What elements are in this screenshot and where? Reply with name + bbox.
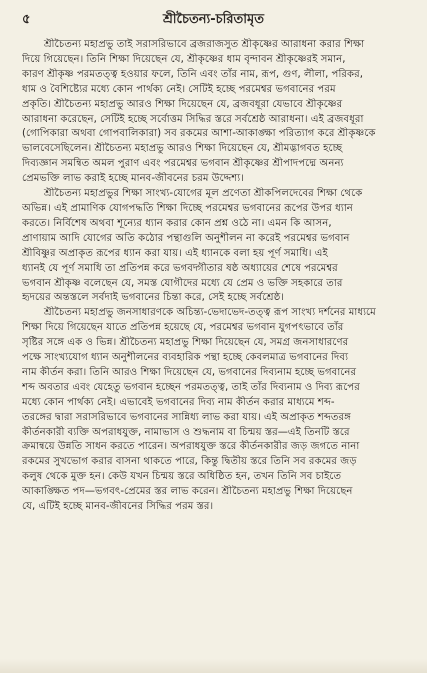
text-line: ভগবান শ্রীকৃষ্ণ বলেছেন যে, সমস্ত যোগীদের মধ্যে যে প্রেম ও ভক্তি সহকারে তার — [22, 277, 343, 289]
text-line: প্রকৃতি। শ্রীচৈতন্য মহাপ্রভু আরও শিক্ষা দিয়েছেন যে, ব্রজবধূরা যেভাবে শ্রীকৃষ্ণের — [22, 98, 343, 110]
text-line: যে, এটিই হচ্ছে মানব-জীবনের সিদ্ধির পরম স্তর। — [22, 501, 214, 513]
text-line: নাম কীর্তন করা। তিনি আরও শিক্ষা দিয়েছেন যে, ভগবানের দিব্যনাম হচ্ছে ভগবানের — [22, 366, 357, 378]
text-line: দিব্যজ্ঞান সমন্বিত অমল পুরাণ এবং পরমেশ্বর ভগবান শ্রীকৃষ্ণের শ্রীপাদপদ্মে অনন্য — [22, 158, 344, 170]
page-edge — [0, 659, 427, 673]
text-line: সৃষ্টির সঙ্গে এক ও ভিন্ন। শ্রীচৈতন্য মহাপ্রভু শিক্ষা দিয়েছেন যে, সমগ্র জনসাধারণের — [22, 337, 349, 349]
text-line: আকাঙ্ক্ষিত পদ—ভগবৎ-প্রেমের স্তর লাভ করেন। শ্রীচৈতন্য মহাপ্রভু শিক্ষা দিয়েছেন — [22, 486, 353, 498]
text-line: কলুষ থেকে মুক্ত হন। কেউ যখন চিন্ময় স্তরে অধিষ্ঠিত হন, তখন তিনি সব চাইতে — [22, 471, 342, 483]
paragraph — [22, 187, 409, 306]
page-body — [22, 38, 409, 515]
text-line: শ্রীচৈতন্য মহাপ্রভুর শিক্ষা সাংখ্য-যোগের মূল প্রণেতা শ্রীকপিলদেবের শিক্ষা থেকে — [44, 188, 363, 200]
text-line: ধাম ও বৈশিষ্ট্যের মধ্যে কোন পার্থক্য নেই। সেটিই হচ্ছে পরমেশ্বর ভগবানের পরম — [22, 83, 336, 95]
text-line: (গোপিকারা অথবা গোপবালিকারা) সব রকমের আশা-আকাঙ্ক্ষা পরিত্যাগ করে শ্রীকৃষ্ণকে — [22, 128, 376, 140]
running-title: শ্রীচৈতন্য-চরিতামৃত — [162, 12, 265, 27]
text-line: রকমের সুখভোগ করার বাসনা থাকতে পারে, কিন্তু দ্বিতীয় স্তরে তিনি সব রকমের জড় — [22, 456, 357, 468]
text-line: ধ্যানই যে পূর্ণ সমাধি তা প্রতিপন্ন করে ভগবদ্গীতার ষষ্ঠ অধ্যায়ের শেষে পরমেশ্বর — [22, 262, 338, 274]
text-line: মধ্যে কোন পার্থক্য নেই। এভাবেই ভগবানের দিব্য নাম কীর্তন করার মাধ্যমে শব্দ- — [22, 396, 335, 408]
text-line: শ্রীচৈতন্য মহাপ্রভু জনসাধারণকে অচিন্ত্য-ভেদাভেদ-তত্ত্ব রূপ সাংখ্য দর্শনের মাধ্যমে — [44, 307, 376, 319]
text-line: শ্রীবিষ্ণুর অপ্রাকৃত রূপের ধ্যান করা যায়। এই ধ্যানকে বলা হয় পূর্ণ সমাধি। এই — [22, 247, 328, 259]
text-line: পক্ষে সাংখ্যযোগ ধ্যান অনুশীলনের ব্যবহারিক পন্থা হচ্ছে কেবলমাত্র ভগবানের দিব্য — [22, 352, 349, 364]
text-line: দিয়ে গিয়েছেন। তিনি শিক্ষা দিয়েছেন যে, শ্রীকৃষ্ণের ধাম বৃন্দাবন শ্রীকৃষ্ণেরই সমান, — [22, 53, 346, 65]
text-line: প্রাণায়াম আদি যোগের অতি কঠোর পন্থাগুলি অনুশীলন না করেই পরমেশ্বর ভগবান — [22, 232, 350, 244]
text-line: হৃদয়ের অন্তস্তলে সর্বদাই ভগবানের চিন্তা করে, সেই হচ্ছে সর্বশ্রেষ্ঠ। — [22, 292, 284, 304]
text-line: ক্রমান্বয়ে উন্নতি সাধন করতে পারেন। অপরাধযুক্ত স্তরে কীর্তনকারীর জড় জগতে নানা — [22, 441, 360, 453]
text-line: শব্দ অবতার এবং যেহেতু ভগবান হচ্ছেন পরমতত্ত্ব, তাই তাঁর দিব্যনাম ও দিব্য রূপের — [22, 381, 360, 393]
text-line: কীর্তনকারী ব্যক্তি অপরাধযুক্ত, নামাভাস ও শুদ্ধনাম বা চিন্ময় স্তর—এই তিনটি স্তরে — [22, 426, 350, 438]
text-line: অভিন্ন। এই প্রামাণিক যোগপদ্ধতি শিক্ষা দিচ্ছে পরমেশ্বর ভগবানের রূপের উপর ধ্যান — [22, 202, 353, 214]
text-line: তরঙ্গের দ্বারা সরাসরিভাবে ভগবানের সান্নিধ্য লাভ করা যায়। এই অপ্রাকৃত শব্দতরঙ্গ — [22, 411, 351, 423]
text-line: শ্রীচৈতন্য মহাপ্রভু তাই সরাসরিভাবে ব্রজরাজসুত শ্রীকৃষ্ণের আরাধনা করার শিক্ষা — [44, 39, 365, 50]
text-line: কারণ শ্রীকৃষ্ণ পরমতত্ত্ব হওয়ার ফলে, তিনি এবং তাঁর নাম, রূপ, গুণ, লীলা, পরিকর, — [22, 68, 363, 80]
text-line: আরাধনা করেছেন, সেটিই হচ্ছে সর্বোত্তম সিদ্ধির স্তরে সর্বশ্রেষ্ঠ আরাধনা। এই ব্রজবধূরা — [22, 113, 364, 125]
page-number: ৫ — [22, 12, 31, 27]
text-line: শিক্ষা দিয়ে গিয়েছেন যাতে প্রতিপন্ন হয়েছে যে, পরমেশ্বর ভগবান যুগপৎভাবে তাঁর — [22, 322, 344, 334]
text-line: প্রেমভক্তি লাভ করাই হচ্ছে মানব-জীবনের চরম উদ্দেশ্য। — [22, 173, 244, 185]
text-line: করতে। নির্বিশেষ অথবা শূন্যের ধ্যান করার কোন প্রশ্ন ওঠে না। এমন কি আসন, — [22, 217, 332, 229]
paragraph — [22, 306, 409, 515]
page-header — [22, 10, 409, 32]
text-line: ভালবেসেছিলেন। শ্রীচৈতন্য মহাপ্রভু আরও শিক্ষা দিয়েছেন যে, শ্রীমদ্ভাগবত হচ্ছে — [22, 143, 343, 155]
paragraph — [22, 38, 409, 187]
